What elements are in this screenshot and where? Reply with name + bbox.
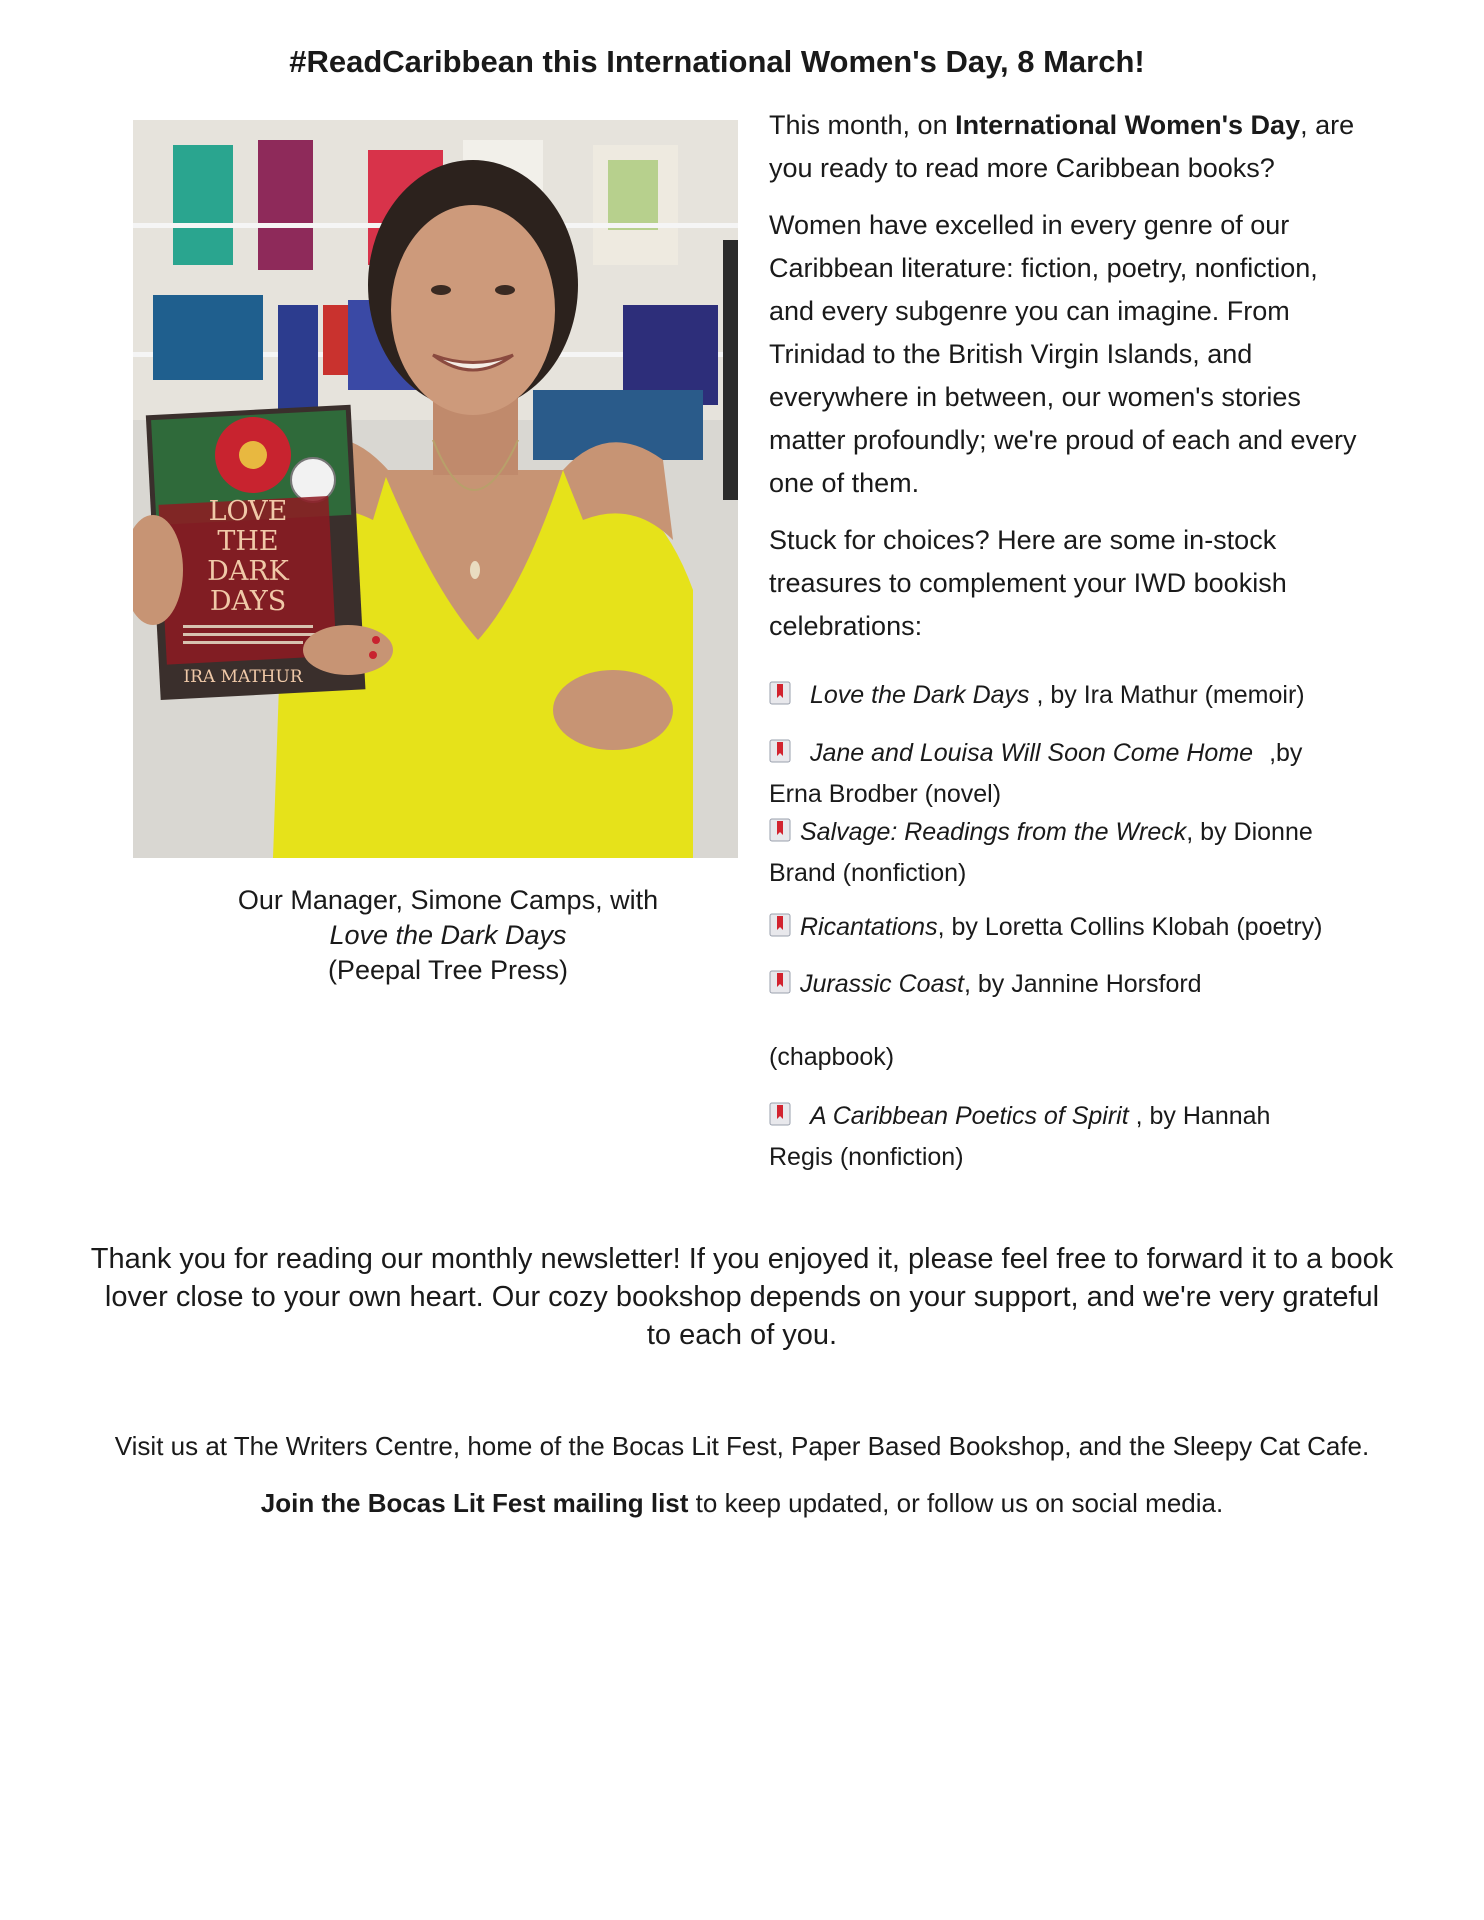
mailing-list-link[interactable]: Join the Bocas Lit Fest mailing list [260,1488,689,1518]
book-title: Jane and Louisa Will Soon Come Home [810,739,1254,767]
book-author: , by Dionne [1186,818,1313,846]
book-title: Jurassic Coast [800,970,964,998]
thanks-paragraph: Thank you for reading our monthly newsletter! If you enjoyed it, please feel free to forward it to a book lover close to your own heart. Our cozy bookshop depends on your support, and we're very grateful to each of you. [90,1243,1394,1351]
photo-caption [133,883,763,988]
book-list-item [769,907,1369,948]
book-author-cont: Regis (nonfiction) [769,1143,964,1171]
book-cover-title: DAYS [209,586,287,617]
book-list-item [769,675,1369,716]
join-paragraph [0,1485,1484,1521]
intro-text: This month, on [769,110,956,140]
book-list-item [769,733,1369,815]
book-cover-author: IRA MATHUR [183,667,303,687]
choices-paragraph: Stuck for choices? Here are some in-stock treasures to complement your IWD bookish celebrations: [769,525,1287,641]
book-author: , by Loretta Collins Klobah (poetry) [937,913,1323,941]
intro-paragraph [769,104,1369,190]
book-title: Love the Dark Days [810,681,1030,709]
book-cover-title: DARK [207,556,289,587]
book-author: ,by [1269,739,1303,767]
bookmark-icon [769,814,791,838]
book-title: Ricantations [800,913,938,941]
caption-book-title: Love the Dark Days [329,920,567,950]
book-list-item [769,1096,1369,1178]
intro-column [769,104,1369,662]
book-author-cont: Erna Brodber (novel) [769,780,1002,808]
intro-highlight: International Women's Day [955,110,1301,140]
page-title: #ReadCaribbean this International Women's Day, 8 March! [289,44,1145,79]
book-author: , by Ira Mathur (memoir) [1029,681,1305,709]
book-cover-title: LOVE [208,496,288,527]
book-list-item [769,964,1369,1005]
book-list-item [769,812,1369,894]
book-author-cont: Brand (nonfiction) [769,859,967,887]
genre-paragraph: Women have excelled in every genre of our Caribbean literature: fiction, poetry, nonfiction, and every subgenre you can imagine. From Trinidad to the British Virgin Islands, and everywhere in between, our women's stories matter profoundly; we're proud of each and every one of them. [769,210,1357,498]
join-text: to keep updated, or follow us on social media. [688,1488,1224,1518]
bookmark-icon [769,677,791,701]
bookmark-icon [769,735,791,759]
book-author: , by Jannine Horsford [963,970,1202,998]
book-title: Salvage: Readings from the Wreck [800,818,1187,846]
book-cover-title: THE [217,526,279,557]
bookmark-icon [769,909,791,933]
intro-text-end: , are you ready to read more Caribbean books? [769,110,1355,183]
bookmark-icon [769,966,791,990]
bookmark-icon [769,1098,791,1122]
book-genre-line: (chapbook) [769,1043,895,1071]
caption-line-1: Our Manager, Simone Camps, with [237,885,659,915]
manager-photo-illustration [133,120,738,858]
caption-publisher: (Peepal Tree Press) [327,955,569,985]
book-author: , by Hannah [1128,1102,1271,1130]
manager-photo [133,120,738,858]
book-title: A Caribbean Poetics of Spirit [810,1102,1129,1130]
visit-paragraph: Visit us at The Writers Centre, home of the Bocas Lit Fest, Paper Based Bookshop, and the Sleepy Cat Cafe. [114,1431,1370,1461]
